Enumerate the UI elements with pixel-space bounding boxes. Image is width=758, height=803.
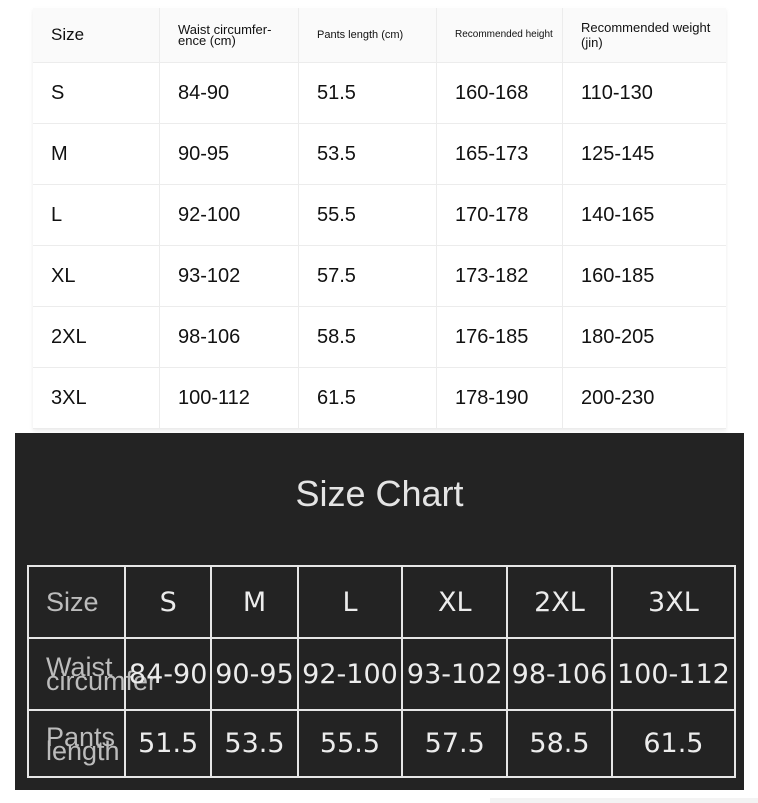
size-cell: L [298, 566, 403, 638]
bottom-strip [490, 798, 758, 803]
size-cell: 2XL [507, 566, 612, 638]
table-row [33, 63, 726, 124]
cell-size: M [33, 124, 160, 185]
cell-weight: 125-145 [563, 124, 727, 185]
cell-waist: 90-95 [160, 124, 299, 185]
cell-weight: 200-230 [563, 368, 727, 429]
cell-height: 160-168 [437, 63, 563, 124]
size-chart-panel [15, 433, 744, 790]
header-weight: Recommended weight (jin) [563, 8, 727, 63]
table-row [33, 368, 726, 429]
cell-waist: 93-102 [160, 246, 299, 307]
size-chart-title: Size Chart [295, 473, 464, 514]
size-chart-table [27, 565, 736, 778]
size-cell: M [211, 566, 297, 638]
cell-height: 178-190 [437, 368, 563, 429]
row-label-pants-length: Pants length [28, 710, 125, 777]
cell-pants-length: 61.5 [299, 368, 437, 429]
pants-length-cell: 57.5 [402, 710, 507, 777]
waist-cell: 90-95 [211, 638, 297, 710]
cell-weight: 180-205 [563, 307, 727, 368]
cell-weight: 140-165 [563, 185, 727, 246]
cell-pants-length: 53.5 [299, 124, 437, 185]
cell-pants-length: 55.5 [299, 185, 437, 246]
cell-pants-length: 57.5 [299, 246, 437, 307]
cell-weight: 160-185 [563, 246, 727, 307]
waist-cell: 98-106 [507, 638, 612, 710]
cell-height: 165-173 [437, 124, 563, 185]
cell-weight: 110-130 [563, 63, 727, 124]
cell-size: L [33, 185, 160, 246]
size-cell: 3XL [612, 566, 735, 638]
cell-size: S [33, 63, 160, 124]
header-size: Size [33, 8, 160, 63]
table-row [33, 124, 726, 185]
row-label-waist: Waist circumfer [28, 638, 125, 710]
table-row [33, 307, 726, 368]
cell-pants-length: 51.5 [299, 63, 437, 124]
table-row [33, 246, 726, 307]
cell-size: 2XL [33, 307, 160, 368]
waist-row [28, 638, 735, 710]
cell-waist: 92-100 [160, 185, 299, 246]
header-pants-length: Pants length (cm) [299, 8, 437, 63]
cell-pants-length: 58.5 [299, 307, 437, 368]
pants-length-cell: 53.5 [211, 710, 297, 777]
cell-height: 176-185 [437, 307, 563, 368]
header-waist: Waist circumfer-ence (cm) [160, 8, 299, 63]
cell-height: 170-178 [437, 185, 563, 246]
cell-size: 3XL [33, 368, 160, 429]
pants-length-cell: 58.5 [507, 710, 612, 777]
cell-waist: 84-90 [160, 63, 299, 124]
waist-cell: 92-100 [298, 638, 403, 710]
table-row [33, 185, 726, 246]
size-cell: S [125, 566, 211, 638]
cell-waist: 100-112 [160, 368, 299, 429]
waist-cell: 84-90 [125, 638, 211, 710]
pants-length-cell: 51.5 [125, 710, 211, 777]
pants-length-cell: 55.5 [298, 710, 403, 777]
cell-height: 173-182 [437, 246, 563, 307]
table-header-row [33, 8, 726, 63]
size-row [28, 566, 735, 638]
size-cell: XL [402, 566, 507, 638]
header-height: Recommended height [437, 8, 563, 63]
pants-length-row [28, 710, 735, 777]
row-label-size: Size [28, 566, 125, 638]
cell-size: XL [33, 246, 160, 307]
size-table [33, 8, 726, 429]
waist-cell: 93-102 [402, 638, 507, 710]
cell-waist: 98-106 [160, 307, 299, 368]
waist-cell: 100-112 [612, 638, 735, 710]
pants-length-cell: 61.5 [612, 710, 735, 777]
